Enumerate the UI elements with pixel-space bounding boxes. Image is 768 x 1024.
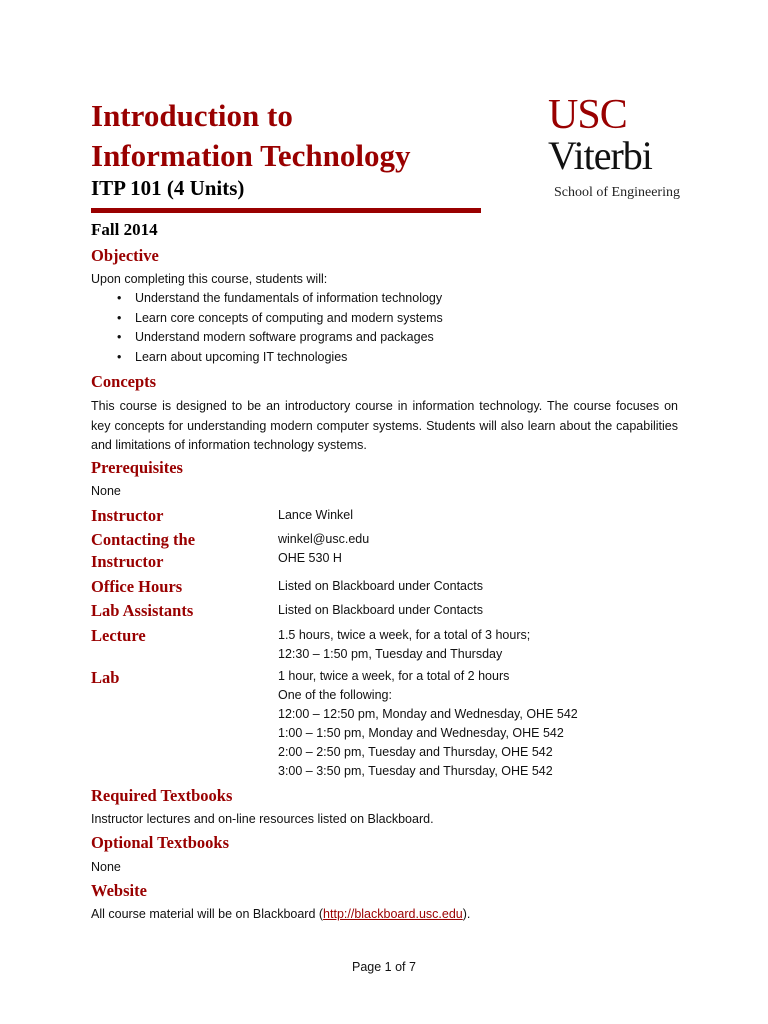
lab-line: 2:00 – 2:50 pm, Tuesday and Thursday, OHE 542 — [278, 745, 553, 759]
logo-school-text: School of Engineering — [554, 185, 680, 200]
instructor-label: Instructor — [91, 506, 164, 525]
prerequisites-text: None — [91, 484, 121, 498]
contact-label-line-1: Contacting the — [91, 530, 196, 549]
contact-office: OHE 530 H — [278, 551, 342, 565]
lecture-line: 12:30 – 1:50 pm, Tuesday and Thursday — [278, 647, 503, 661]
lab-line: 1:00 – 1:50 pm, Monday and Wednesday, OHE 542 — [278, 726, 564, 740]
bullet-text: Understand modern software programs and packages — [135, 330, 434, 344]
optional-textbooks-text: None — [91, 860, 121, 874]
lab-line: 12:00 – 12:50 pm, Monday and Wednesday, OHE 542 — [278, 707, 578, 721]
prerequisites-heading: Prerequisites — [91, 458, 183, 477]
lab-line: 1 hour, twice a week, for a total of 2 hours — [278, 669, 510, 683]
bullet-icon: • — [117, 349, 122, 364]
lecture-label: Lecture — [91, 626, 146, 645]
lab-assistants-value: Listed on Blackboard under Contacts — [278, 603, 483, 617]
bullet-icon: • — [117, 291, 122, 305]
logo-viterbi-text: Viterbi — [548, 133, 652, 178]
title-rule — [91, 208, 481, 213]
instructor-value: Lance Winkel — [278, 508, 354, 522]
bullet-icon: • — [117, 310, 122, 325]
objective-intro: Upon completing this course, students will: — [91, 272, 328, 286]
required-textbooks-text: Instructor lectures and on-line resources listed on Blackboard. — [91, 812, 434, 826]
website-text-before: All course material will be on Blackboard ( — [91, 907, 324, 921]
contact-value — [278, 530, 369, 568]
contact-label-line-2: Instructor — [91, 552, 164, 571]
bullet-text: Learn about upcoming IT technologies — [135, 349, 348, 364]
title-line-1: Introduction to — [91, 98, 293, 133]
office-hours-value: Listed on Blackboard under Contacts — [278, 579, 483, 593]
lab-label: Lab — [91, 668, 120, 687]
bullet-text: Learn core concepts of computing and modern systems — [135, 310, 443, 325]
term: Fall 2014 — [91, 220, 158, 239]
lab-value — [278, 667, 578, 781]
website-heading: Website — [91, 881, 147, 900]
blackboard-link[interactable]: http://blackboard.usc.edu — [323, 907, 463, 921]
website-text — [91, 905, 470, 925]
lab-line: 3:00 – 3:50 pm, Tuesday and Thursday, OHE 542 — [278, 764, 553, 778]
list-item — [91, 328, 443, 348]
page-number: Page 1 of 7 — [352, 960, 416, 974]
course-code: ITP 101 (4 Units) — [91, 176, 245, 200]
objective-list — [91, 289, 443, 367]
document-title — [91, 96, 411, 176]
bullet-text: Understand the fundamentals of information technology — [135, 291, 443, 305]
usc-viterbi-logo — [540, 92, 700, 212]
required-textbooks-heading: Required Textbooks — [91, 786, 233, 805]
bullet-icon: • — [117, 330, 122, 344]
lecture-value — [278, 626, 530, 664]
list-item — [91, 289, 443, 309]
logo-usc-text: USC — [548, 92, 627, 138]
lecture-line: 1.5 hours, twice a week, for a total of 3 hours; — [278, 628, 531, 642]
list-item — [91, 348, 443, 368]
contact-email: winkel@usc.edu — [278, 532, 370, 546]
office-hours-label: Office Hours — [91, 577, 183, 596]
optional-textbooks-heading: Optional Textbooks — [91, 833, 230, 852]
concepts-paragraph: This course is designed to be an introductory course in information technology. The course focuses on key concepts for understanding modern computer systems. Students will also learn about the capabilities and limitations of information technology systems. — [91, 399, 678, 452]
contact-label — [91, 529, 195, 573]
lab-line: One of the following: — [278, 688, 392, 702]
title-line-2: Information Technology — [91, 138, 411, 173]
objective-heading: Objective — [91, 246, 159, 265]
website-text-after: ). — [462, 907, 471, 921]
list-item — [91, 309, 443, 329]
lab-assistants-label: Lab Assistants — [91, 601, 194, 620]
concepts-heading: Concepts — [91, 372, 157, 391]
